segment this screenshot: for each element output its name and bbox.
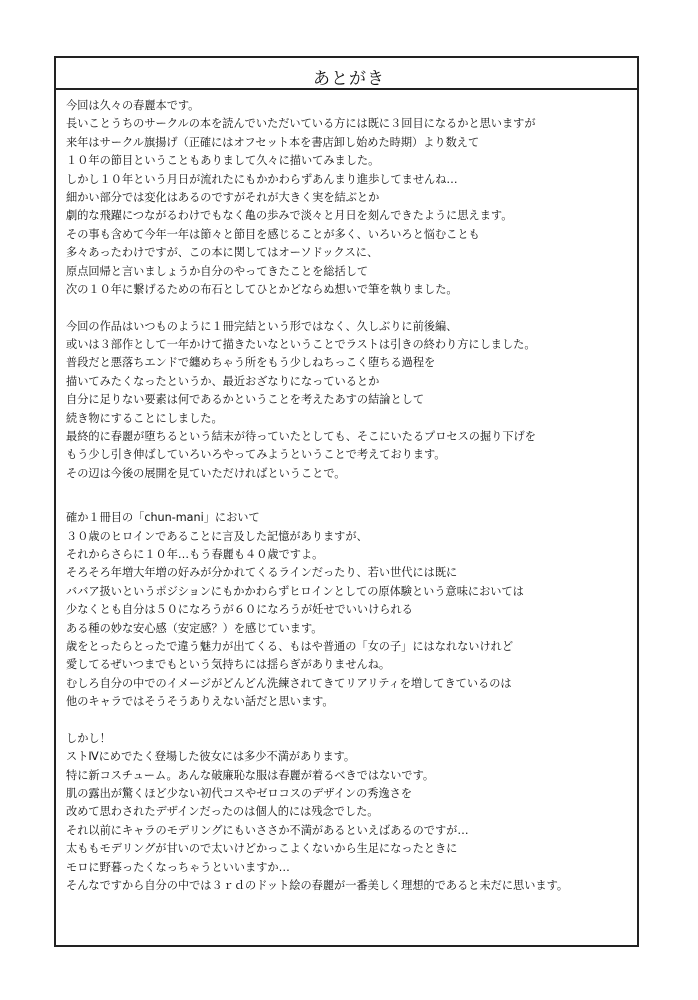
text-line: その辺は今後の展開を見ていただければということで。 bbox=[66, 466, 346, 480]
text-line: もう少し引き伸ばしていろいろやってみようということで考えております。 bbox=[66, 448, 446, 462]
text-line: 愛してるぜいつまでもという気持ちには揺らぎがありませんね。 bbox=[66, 658, 391, 672]
title-divider bbox=[54, 88, 639, 90]
text-line: ババア扱いというポジションにもかかわらずヒロインとしての原体験という意味においては bbox=[66, 584, 524, 598]
text-line: 少なくとも自分は５０になろうが６０になろうが妊せでいいけられる bbox=[66, 603, 413, 617]
text-line: 確か１冊目の「chun-mani」において bbox=[66, 511, 260, 525]
text-line: １０年の節目ということもありまして久々に描いてみました。 bbox=[66, 154, 380, 168]
text-line: むしろ自分の中でのイメージがどんどん洗練されてきてリアリティを増してきているのは bbox=[66, 676, 512, 690]
text-line: ストⅣにめでたく登場した彼女には多少不満があります。 bbox=[66, 750, 356, 764]
text-line: そろそろ年増大年増の好みが分かれてくるラインだったり、若い世代には既に bbox=[66, 566, 458, 580]
text-line: 普段だと悪落ちエンドで纏めちゃう所をもう少しねちっこく堕ちる過程を bbox=[66, 356, 436, 370]
text-line: それからさらに１０年…もう春麗も４０歳ですよ。 bbox=[66, 547, 324, 561]
text-line: 原点回帰と言いましょうか自分のやってきたことを総括して bbox=[66, 264, 369, 278]
text-line: しかし！ bbox=[66, 731, 111, 745]
text-line: 自分に足りない要素は何であるかということを考えたあすの結論として bbox=[66, 393, 425, 407]
text-line: モロに野暮ったくなっちゃうといいますか… bbox=[66, 860, 290, 874]
text-line: 太ももモデリングが甘いので太いけどかっこよくないから生足になったときに bbox=[66, 842, 458, 856]
text-line: そんなですから自分の中では３ｒｄのドット絵の春麗が一番美しく理想的であると未だに思います。 bbox=[66, 879, 569, 893]
text-line: 歳をとったらとったで違う魅力が出てくる、もはや普通の「女の子」にはなれないけれど bbox=[66, 639, 514, 653]
paragraph bbox=[66, 509, 631, 711]
text-line: 細かい部分では変化はあるのですがそれが大きく実を結ぶとか bbox=[66, 190, 380, 204]
paragraph bbox=[66, 97, 631, 299]
afterword-body bbox=[66, 97, 631, 895]
text-line: 肌の露出が驚くほど少ない初代コスやゼロコスのデザインの秀逸さを bbox=[66, 787, 413, 801]
paragraph bbox=[66, 318, 631, 484]
text-line: 或いは３部作として一年かけて描きたいなということでラストは引きの終わり方にしました。 bbox=[66, 338, 536, 352]
text-line: それ以前にキャラのモデリングにもいささか不満があるといえばあるのですが… bbox=[66, 823, 469, 837]
text-line: ある種の妙な安心感（安定感？）を感じています。 bbox=[66, 621, 323, 635]
page-title: あとがき bbox=[313, 69, 385, 89]
text-line: しかし１０年という月日が流れたにもかかわらずあんまり進歩してませんね… bbox=[66, 172, 458, 186]
text-line: 他のキャラではそうそうありえない話だと思います。 bbox=[66, 695, 334, 709]
text-line: 特に新コスチューム。あんな破廉恥な服は春麗が着るべきではないです。 bbox=[66, 768, 435, 782]
text-line: ３０歳のヒロインであることに言及した記憶がありますが、 bbox=[66, 529, 368, 543]
text-line: 今回の作品はいつものように１冊完結という形ではなく、久しぶりに前後編、 bbox=[66, 319, 458, 333]
text-line: 多々あったわけですが、この本に関してはオーソドックスに、 bbox=[66, 246, 379, 260]
text-line: 長いことうちのサークルの本を読んでいただいている方には既に３回目になるかと思いますが bbox=[66, 117, 536, 131]
text-line: その事も含めて今年一年は節々と節目を感じることが多く、いろいろと悩むことも bbox=[66, 227, 480, 241]
text-line: 劇的な飛躍につながるわけでもなく亀の歩みで淡々と月日を刻んできたように思えます。 bbox=[66, 209, 513, 223]
text-line: 描いてみたくなったというか、最近おざなりになっているとか bbox=[66, 374, 380, 388]
text-line: 来年はサークル旗揚げ（正確にはオフセット本を書店卸し始めた時期）より数えて bbox=[66, 135, 480, 149]
text-line: 今回は久々の春麗本です。 bbox=[66, 99, 200, 112]
paragraph bbox=[66, 730, 631, 896]
text-line: 改めて思わされたデザインだったのは個人的には残念でした。 bbox=[66, 805, 379, 819]
text-line: 最終的に春麗が堕ちるという結末が待っていたとしても、そこにいたるプロセスの掘り下げを bbox=[66, 430, 536, 444]
text-line: 続き物にすることにしました。 bbox=[66, 411, 223, 425]
text-line: 次の１０年に繋げるための布石としてひとかどならぬ想いで筆を執りました。 bbox=[66, 282, 458, 296]
